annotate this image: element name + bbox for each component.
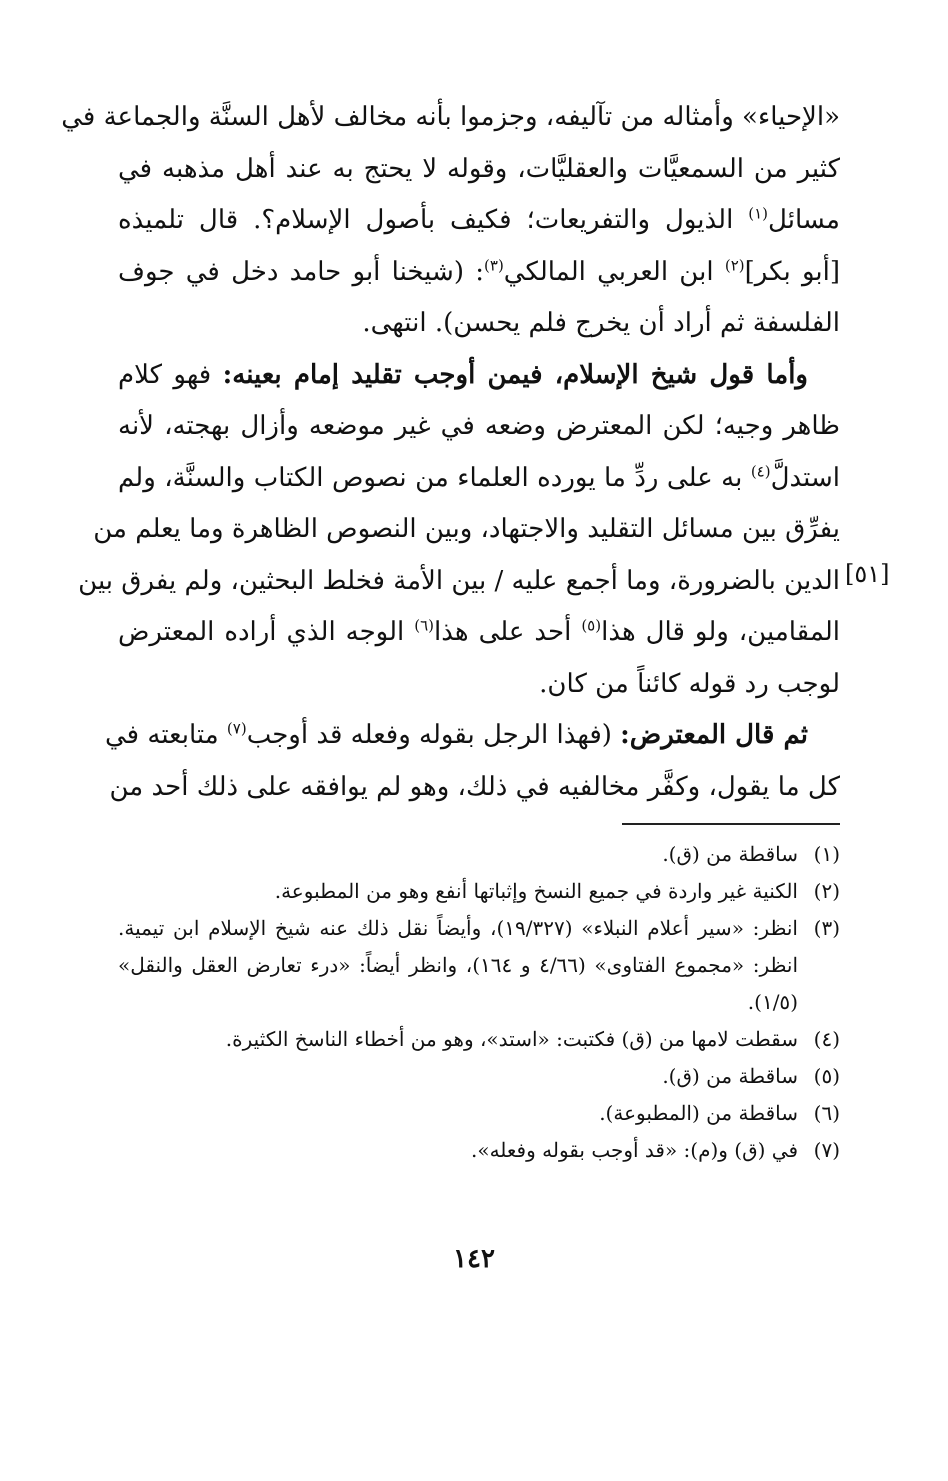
footnote-ref-5[interactable]: (٥)	[581, 616, 602, 635]
footnote-separator	[622, 823, 840, 825]
text-line: «الإحياء» وأمثاله من تآليفه، وجزموا بأنه مخالف لأهل السنَّة والجماعة في	[61, 102, 840, 132]
text-line: كثير من السمعيَّات والعقليَّات، وقوله لا يحتج به عند أهل مذهبه في	[118, 153, 840, 184]
page-number: ١٤٢	[453, 1244, 495, 1274]
footnote	[118, 1132, 840, 1169]
footnote-text: الكنية غير واردة في جميع النسخ وإثباتها أنفع وهو من المطبوعة.	[274, 879, 798, 903]
footnote	[118, 1021, 840, 1058]
text-line: لوجب رد قوله كائناً من كان.	[539, 668, 840, 699]
footnote-ref-1[interactable]: (١)	[748, 204, 769, 223]
footnote-ref-3[interactable]: (٣)	[484, 255, 504, 274]
footnote-ref-2[interactable]: (٢)	[724, 255, 745, 274]
text-line	[118, 247, 840, 299]
text-line	[118, 350, 840, 402]
text-run: المقامين، ولو قال هذا	[601, 617, 840, 647]
text-line	[105, 710, 840, 762]
text-line: كل ما يقول، وكفَّر مخالفيه في ذلك، وهو لم يوافقه على ذلك أحد من	[109, 771, 840, 802]
paragraph-1	[61, 92, 840, 350]
text-line: يفرِّق بين مسائل التقليد والاجتهاد، وبين النصوص الظاهرة وما يعلم من	[93, 514, 840, 544]
footnote-number: (٦)	[813, 1101, 840, 1125]
footnotes-list	[118, 836, 840, 1169]
text-run: فهو كلام	[118, 359, 223, 390]
footnote	[118, 873, 840, 910]
bold-heading-phrase: وأما قول شيخ الإسلام، فيمن أوجب تقليد إمام بعينه:	[222, 359, 808, 390]
text-line: ظاهر وجيه؛ لكن المعترض وضعه في غير موضعه وأزال بهجته، لأنه	[118, 411, 840, 441]
footnote-number: (٧)	[813, 1138, 840, 1162]
paragraph-2	[78, 350, 840, 711]
text-run: متابعته في	[105, 720, 227, 750]
footnote-text: ساقطة من (ق).	[662, 842, 798, 866]
footnote-number: (٤)	[813, 1027, 840, 1051]
footnote-number: (٣)	[813, 916, 840, 940]
footnote-text: ساقطة من (ق).	[662, 1064, 798, 1088]
text-run: (فهذا الرجل بقوله وفعله قد أوجب	[246, 720, 621, 750]
text-run: الوجه الذي أراده المعترض	[118, 617, 415, 647]
text-run: ابن العربي المالكي	[503, 256, 725, 287]
footnote-ref-6[interactable]: (٦)	[414, 616, 435, 635]
footnote	[118, 1058, 840, 1095]
footnote-text: ساقطة من (المطبوعة).	[599, 1101, 798, 1125]
footnote-number: (١)	[813, 842, 840, 866]
footnote-number: (٢)	[813, 879, 840, 903]
text-line: الفلسفة ثم أراد أن يخرج فلم يحسن). انتهى.	[362, 308, 840, 338]
footnote-text: انظر: «سير أعلام النبلاء» (١٩/٣٢٧)، وأيضاً نقل ذلك عنه شيخ الإسلام ابن تيمية. انظر: «مجموع الفتاوى» (٤/٦٦ و ١٦٤)، وانظر أيضاً: «درء تعارض العقل والنقل» (١/٥).	[118, 916, 799, 1014]
footnote-text: في (ق) و(م): «قد أوجب بقوله وفعله».	[470, 1138, 798, 1162]
manuscript-folio-marker: [٥١]	[845, 560, 890, 588]
text-line	[118, 607, 840, 659]
paragraph-3	[105, 710, 840, 813]
footnote	[118, 836, 840, 873]
footnote-ref-7[interactable]: (٧)	[226, 719, 247, 738]
text-run: به على ردِّ ما يورده العلماء من نصوص الكتاب والسنَّة، ولم	[118, 462, 751, 493]
footnote-text: سقطت لامها من (ق) فكتبت: «استد»، وهو من أخطاء الناسخ الكثيرة.	[225, 1027, 798, 1051]
text-run: : (شيخنا أبو حامد دخل في جوف	[118, 256, 485, 287]
text-line	[118, 453, 840, 505]
text-run: أحد على هذا	[434, 617, 582, 647]
footnote	[118, 910, 840, 1021]
main-text	[61, 92, 840, 813]
text-line	[118, 195, 840, 247]
text-run: استدلَّ	[770, 462, 840, 493]
text-run: مسائل	[768, 205, 840, 235]
text-line: الدين بالضرورة، وما أجمع عليه / بين الأمة فخلط البحثين، ولم يفرق بين	[78, 565, 840, 596]
text-run: [أبو بكر]	[744, 256, 840, 287]
footnote-number: (٥)	[813, 1064, 840, 1088]
footnote-ref-4[interactable]: (٤)	[750, 461, 771, 480]
footnote	[118, 1095, 840, 1132]
bold-heading-phrase: ثم قال المعترض:	[620, 720, 808, 750]
text-run: الذيول والتفريعات؛ فكيف بأصول الإسلام؟. قال تلميذه	[118, 205, 749, 235]
